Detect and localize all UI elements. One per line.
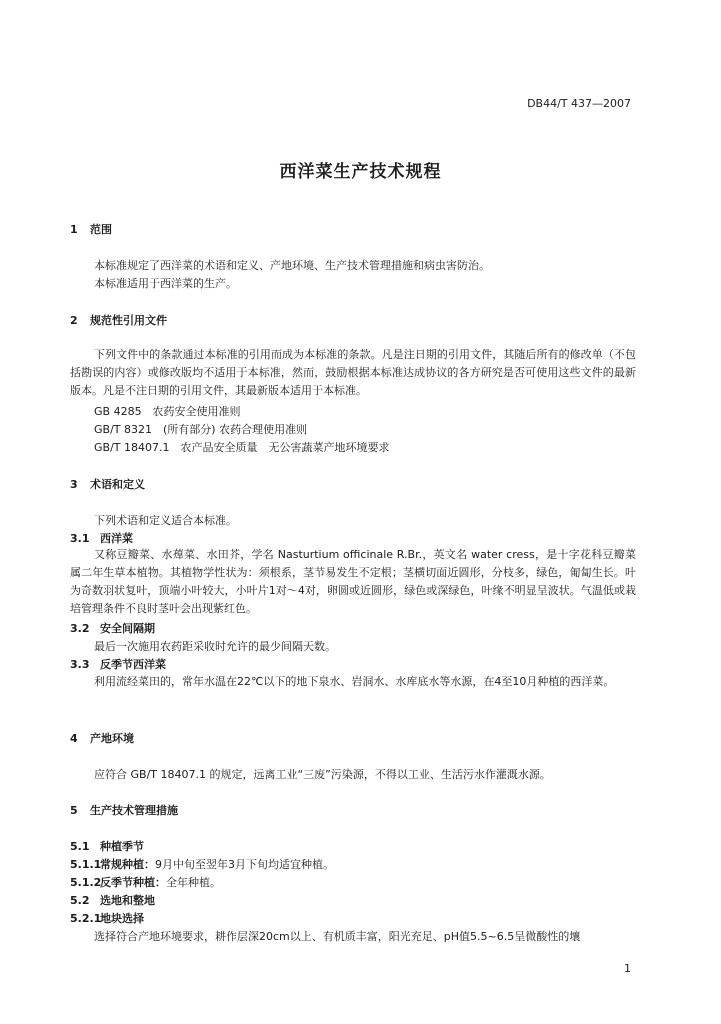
page-number: 1	[624, 962, 631, 975]
clause-text: 9月中旬至翌年3月下旬均适宜种植。	[155, 858, 334, 871]
section-3-heading	[70, 476, 636, 492]
paragraph: 本标准适用于西洋菜的生产。	[94, 277, 237, 290]
reference-item: GB/T 18407.1 农产品安全质量 无公害蔬菜产地环境要求	[94, 441, 390, 454]
paragraph: 最后一次施用农药距采收时允许的最少间隔天数。	[94, 640, 336, 653]
subsection-title: 安全间隔期	[100, 622, 155, 635]
subsection-title: 种植季节	[100, 840, 144, 853]
section-title: 产地环境	[90, 732, 134, 745]
subsection-3-1-heading	[70, 530, 636, 546]
paragraph: 下列文件中的条款通过本标准的引用而成为本标准的条款。凡是注日期的引用文件，其随后所有的修改单（不包括勘误的内容）或修改版均不适用于本标准，然而，鼓励根据本标准达成协议的各方研究是否可使用这些文件的最新版本。凡是不注日期的引用文件，其最新版本适用于本标准。	[70, 348, 636, 397]
subsection-3-2-heading	[70, 620, 636, 636]
standard-number: DB44/T 437—2007	[527, 97, 631, 110]
subsection-title: 反季节西洋菜	[100, 658, 166, 671]
clause-5-2-1-heading	[70, 910, 636, 926]
section-number: 1	[70, 223, 78, 236]
section-title: 范围	[90, 223, 112, 236]
clause-heading: 反季节种植：	[100, 876, 166, 889]
paragraph: 选择符合产地环境要求，耕作层深20cm以上、有机质丰富，阳光充足、pH值5.5~6.5呈微酸性的壤	[94, 930, 581, 943]
section-number: 3	[70, 478, 78, 491]
subsection-5-2-heading	[70, 892, 636, 908]
clause-number: 5.1.2	[70, 876, 102, 889]
subsection-number: 3.1	[70, 532, 90, 545]
subsection-title: 选地和整地	[100, 894, 155, 907]
clause-text: 全年种植。	[166, 876, 221, 889]
paragraph: 应符合 GB/T 18407.1 的规定，远离工业“三废”污染源，不得以工业、生活污水作灌溉水源。	[94, 768, 551, 781]
subsection-number: 5.2	[70, 894, 90, 907]
clause-number: 5.2.1	[70, 912, 102, 925]
paragraph: 下列术语和定义适合本标准。	[94, 514, 237, 527]
paragraph: 又称豆瓣菜、水蔊菜、水田芥，学名 Nasturtium officinale R.Br.，英文名 water cress，是十字花科豆瓣菜属二年生草本植物。其植物学性状为：须根系，茎节易发生不定根；茎横切面近圆形，分枝多，绿色，匍匐生长。叶为奇数羽状复叶，顶端小叶较大，小叶片1对～4对，卵圆或近圆形，绿色或深绿色，叶缘不明显呈波状。气温低或栽培管理条件不良时茎叶会出现紫红色。	[70, 548, 636, 615]
paragraph: 利用流经菜田的，常年水温在22℃以下的地下泉水、岩洞水、水库底水等水源，在4至10月种植的西洋菜。	[94, 675, 615, 688]
section-1-heading	[70, 221, 636, 237]
reference-item: GB/T 8321 (所有部分) 农药合理使用准则	[94, 423, 308, 436]
section-number: 2	[70, 314, 78, 327]
section-number: 4	[70, 732, 78, 745]
section-title: 术语和定义	[90, 478, 145, 491]
subsection-number: 5.1	[70, 840, 90, 853]
section-2-heading	[70, 312, 636, 328]
subsection-number: 3.3	[70, 658, 90, 671]
document-title: 西洋菜生产技术规程	[279, 162, 442, 182]
section-4-heading	[70, 730, 636, 746]
clause-number: 5.1.1	[70, 858, 102, 871]
subsection-title: 西洋菜	[100, 532, 133, 545]
reference-item: GB 4285 农药安全使用准则	[94, 405, 241, 418]
subsection-5-1-heading	[70, 838, 636, 854]
clause-5-1-1	[70, 856, 636, 872]
section-title: 规范性引用文件	[90, 314, 167, 327]
section-number: 5	[70, 804, 78, 817]
subsection-3-3-heading	[70, 656, 636, 672]
section-title: 生产技术管理措施	[90, 804, 178, 817]
clause-heading: 常规种植：	[100, 858, 155, 871]
section-5-heading	[70, 802, 636, 818]
clause-5-1-2	[70, 874, 636, 890]
paragraph: 本标准规定了西洋菜的术语和定义、产地环境、生产技术管理措施和病虫害防治。	[94, 259, 490, 272]
clause-title: 地块选择	[100, 912, 144, 925]
subsection-number: 3.2	[70, 622, 90, 635]
